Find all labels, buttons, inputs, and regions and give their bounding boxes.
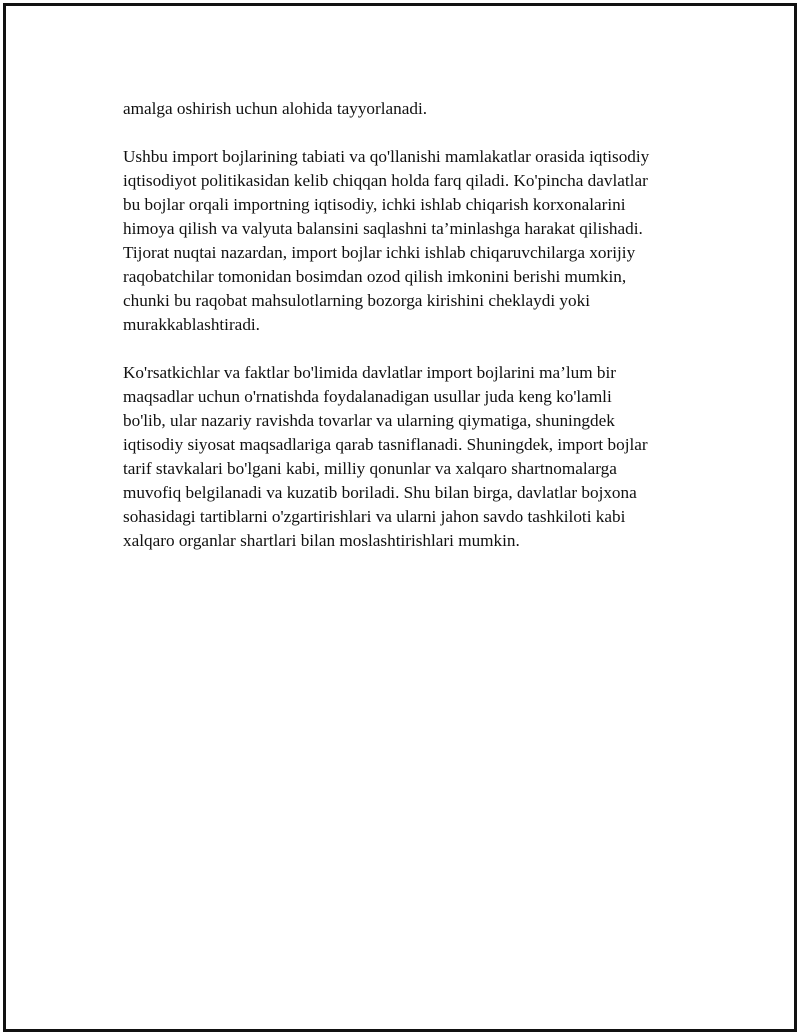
text-line: bu bojlar orqali importning iqtisodiy, ichki ishlab chiqarish korxonalarini (123, 195, 626, 214)
text-line: sohasidagi tartiblarni o'zgartirishlari va ularni jahon savdo tashkiloti kabi (123, 507, 626, 526)
text-line: tarif stavkalari bo'lgani kabi, milliy qonunlar va xalqaro shartnomalarga (123, 459, 617, 478)
paragraph-1 (123, 97, 703, 121)
text-line: iqtisodiyot politikasidan kelib chiqqan holda farq qiladi. Ko'pincha davlatlar (123, 171, 648, 190)
text-line: Ko'rsatkichlar va faktlar bo'limida davlatlar import bojlarini ma’lum bir (123, 363, 617, 382)
text-line: maqsadlar uchun o'rnatishda foydalanadigan usullar juda keng ko'lamli (123, 387, 612, 406)
paragraph-2 (123, 145, 703, 337)
text-line: iqtisodiy siyosat maqsadlariga qarab tasniflanadi. Shuningdek, import bojlar (123, 435, 648, 454)
text-line: chunki bu raqobat mahsulotlarning bozorga kirishini cheklaydi yoki (123, 291, 590, 310)
text-line: amalga oshirish uchun alohida tayyorlanadi. (123, 99, 428, 118)
text-line: raqobatchilar tomonidan bosimdan ozod qilish imkonini berishi mumkin, (123, 267, 627, 286)
text-line: Tijorat nuqtai nazardan, import bojlar ichki ishlab chiqaruvchilarga xorijiy (123, 243, 636, 262)
page-frame (3, 3, 797, 1032)
text-line: himoya qilish va valyuta balansini saqlashni ta’minlashga harakat qilishadi. (123, 219, 643, 238)
text-line: xalqaro organlar shartlari bilan moslashtirishlari mumkin. (123, 531, 520, 550)
text-line: muvofiq belgilanadi va kuzatib boriladi. Shu bilan birga, davlatlar bojxona (123, 483, 637, 502)
paragraph-3 (123, 361, 703, 553)
document-body (123, 97, 703, 577)
text-line: Ushbu import bojlarining tabiati va qo'llanishi mamlakatlar orasida iqtisodiy (123, 147, 650, 166)
text-line: murakkablashtiradi. (123, 315, 260, 334)
text-line: bo'lib, ular nazariy ravishda tovarlar va ularning qiymatiga, shuningdek (123, 411, 615, 430)
